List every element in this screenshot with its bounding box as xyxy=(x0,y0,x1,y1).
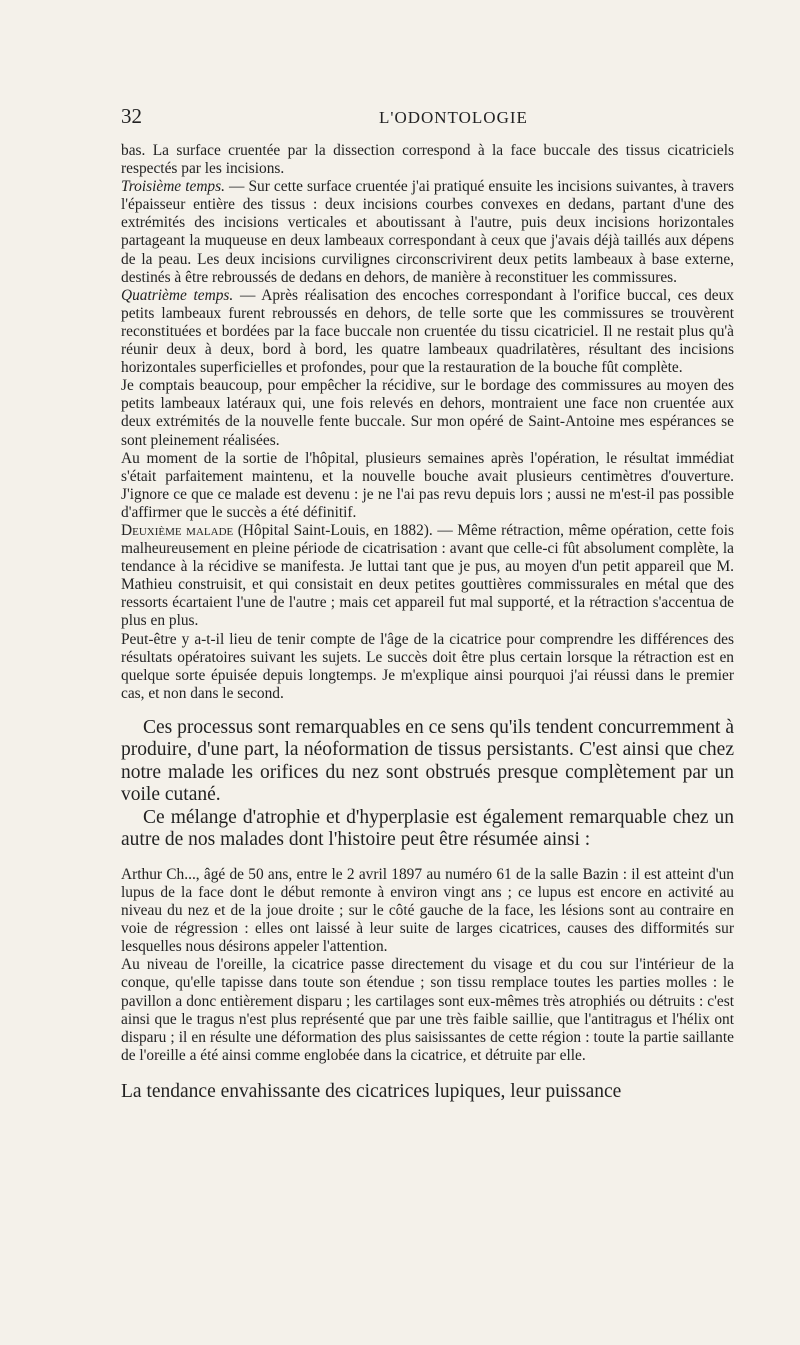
small-text-section-1 xyxy=(121,142,734,703)
paragraph: Je comptais beaucoup, pour empêcher la récidive, sur le bordage des commissures au moyen des petits lambeaux latéraux qui, une fois relevés en dehors, montraient une face non cruentée aux deux extrémités de la nouvelle fente buccale. Sur mon opéré de Saint-Antoine mes espérances se sont pleinement réalisées. xyxy=(121,377,734,449)
running-head: L'ODONTOLOGIE xyxy=(379,108,528,127)
paragraph: Au moment de la sortie de l'hôpital, plusieurs semaines après l'opération, le résultat immédiat s'était parfaitement maintenu, et la nouvelle bouche avait plusieurs centimètres d'ouverture. J'ignore ce que ce malade est devenu : je ne l'ai pas revu depuis lors ; aussi ne m'est-il pas possible d'affirmer que le succès a été définitif. xyxy=(121,449,734,521)
paragraph: Peut-être y a-t-il lieu de tenir compte de l'âge de la cicatrice pour comprendre les différences des résultats opératoires suivant les sujets. Le succès doit être plus certain lorsque la rétraction est en quelque sorte épuisée depuis longtemps. Je m'explique ainsi pourquoi j'ai réussi dans le premier cas, et non dans le second. xyxy=(121,630,734,702)
paragraph: Arthur Ch..., âgé de 50 ans, entre le 2 avril 1897 au numéro 61 de la salle Bazin : il est atteint d'un lupus de la face dont le début remonte à environ vingt ans ; ce lupus est encore en activité au niveau du nez et de la joue droite ; sur le côté gauche de la face, les lésions sont au contraire en voie de régression : elles ont laissé à leur suite de larges cicatrices, causes des difformités sur lesquelles nous désirons appeler l'attention. xyxy=(121,865,734,956)
paragraph: Deuxième malade (Hôpital Saint-Louis, en 1882). — Même rétraction, même opération, cette fois malheureusement en pleine période de cicatrisation : avant que celle-ci fût absolument complète, la tendance à la récidive se manifesta. Je luttai tant que je pus, au moyen d'un petit appareil que M. Mathieu construisit, et qui consistait en deux petites gouttières commissurales en métal que des ressorts écartaient l'une de l'autre ; mais cet appareil fut mal supporté, et la rétraction s'accentua de plus en plus. xyxy=(121,521,734,630)
paragraph: Au niveau de l'oreille, la cicatrice passe directement du visage et du cou sur l'intérieur de la conque, qu'elle tapisse dans toute son étendue ; son tissu remplace toutes les parties molles : le pavillon a donc entièrement disparu ; les cartilages sont eux-mêmes très atrophiés ou détruits : c'est ainsi que le tragus n'est plus représenté que par une très faible saillie, que l'antitragus et l'hélix ont disparu ; il en résulte une déformation des plus saisissantes de cette région : toute la partie saillante de l'oreille a été ainsi comme englobée dans la cicatrice, et détruite par elle. xyxy=(121,956,734,1064)
paragraph: Ce mélange d'atrophie et d'hyperplasie est également remarquable chez un autre de nos malades dont l'histoire peut être résumée ainsi : xyxy=(121,806,734,851)
final-line: La tendance envahissante des cicatrices lupiques, leur puissance xyxy=(121,1080,622,1102)
section-label: Deuxième malade xyxy=(121,521,234,539)
page-number: 32 xyxy=(121,104,142,128)
large-text-section xyxy=(121,717,734,852)
paragraph: Quatrième temps. — Après réalisation des encoches correspondant à l'orifice buccal, ces deux petits lambeaux furent rebroussés en dehors, de telle sorte que les commissures se trouvèrent reconstituées et bordées par la face buccale non cruentée du tissu cicatriciel. Il ne restait plus qu'à réunir deux à deux, bord à bord, les quatre lambeaux quadrilatères, résultant des incisions horizontales superficielles et profondes, pour que la restauration de la bouche fût complète. xyxy=(121,286,734,377)
small-text-section-2 xyxy=(121,866,734,1065)
paragraph: Troisième temps. — Sur cette surface cruentée j'ai pratiqué ensuite les incisions suivantes, à travers l'épaisseur entière des tissus : deux incisions courbes convexes en dedans, partant d'une des extrémités des incisions verticales et aboutissant à l'autre, puis deux incisions horizontales partageant la muqueuse en deux lambeaux correspondant à ceux que j'avais déjà taillés aux dépens de la peau. Les deux incisions curvilignes circonscrivirent deux petits lambeaux à base externe, destinés à être rebroussés de dedans en dehors, de manière à reconstituer les commissures. xyxy=(121,178,734,286)
paragraph: Ces processus sont remarquables en ce sens qu'ils tendent concurremment à produire, d'une part, la néoformation de tissus persistants. C'est ainsi que chez notre malade les orifices du nez sont obstrués presque complètement par un voile cutané. xyxy=(121,716,734,806)
section-label: Quatrième temps. xyxy=(121,286,234,304)
page-header xyxy=(121,104,734,142)
paragraph: bas. La surface cruentée par la dissection correspond à la face buccale des tissus cicatriciels respectés par les incisions. xyxy=(121,142,734,178)
section-label: Troisième temps. xyxy=(121,178,225,196)
